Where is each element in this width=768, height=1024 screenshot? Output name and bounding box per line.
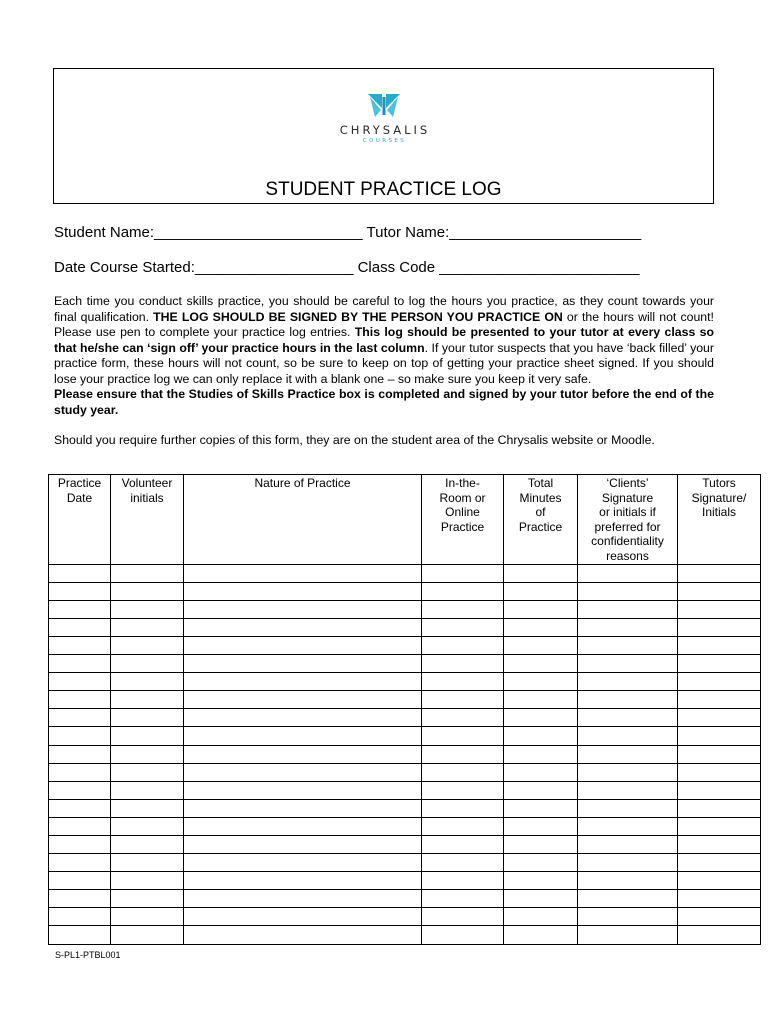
- entry-cell-nature-of-practice[interactable]: [184, 835, 422, 853]
- practice-log-table: [48, 474, 761, 945]
- table-row: [49, 618, 761, 636]
- entry-cell-room-or-online[interactable]: [422, 618, 504, 636]
- entry-cell-room-or-online[interactable]: [422, 908, 504, 926]
- table-row: [49, 673, 761, 691]
- entry-cell-nature-of-practice[interactable]: [184, 636, 422, 654]
- table-body: [49, 564, 761, 944]
- entry-cell-practice-date[interactable]: [49, 636, 111, 654]
- entry-cell-nature-of-practice[interactable]: [184, 655, 422, 673]
- entry-cell-tutors-signature[interactable]: [678, 600, 761, 618]
- logo: [54, 93, 713, 144]
- entry-cell-room-or-online[interactable]: [422, 709, 504, 727]
- entry-cell-practice-date[interactable]: [49, 745, 111, 763]
- table-row: [49, 781, 761, 799]
- entry-cell-practice-date[interactable]: [49, 582, 111, 600]
- entry-cell-tutors-signature[interactable]: [678, 799, 761, 817]
- table-row: [49, 908, 761, 926]
- entry-cell-tutors-signature[interactable]: [678, 781, 761, 799]
- entry-cell-clients-signature[interactable]: [578, 618, 678, 636]
- entry-cell-total-minutes[interactable]: [504, 709, 578, 727]
- entry-cell-volunteer-initials[interactable]: [111, 673, 184, 691]
- table-row: [49, 600, 761, 618]
- entry-cell-total-minutes[interactable]: [504, 908, 578, 926]
- entry-cell-total-minutes[interactable]: [504, 727, 578, 745]
- entry-cell-clients-signature[interactable]: [578, 817, 678, 835]
- entry-cell-nature-of-practice[interactable]: [184, 691, 422, 709]
- column-header-volunteer-initials: Volunteer initials: [111, 475, 184, 565]
- entry-cell-tutors-signature[interactable]: [678, 763, 761, 781]
- entry-cell-total-minutes[interactable]: [504, 854, 578, 872]
- entry-cell-practice-date[interactable]: [49, 872, 111, 890]
- entry-cell-volunteer-initials[interactable]: [111, 817, 184, 835]
- entry-cell-total-minutes[interactable]: [504, 799, 578, 817]
- entry-cell-room-or-online[interactable]: [422, 835, 504, 853]
- entry-cell-volunteer-initials[interactable]: [111, 691, 184, 709]
- entry-cell-nature-of-practice[interactable]: [184, 854, 422, 872]
- entry-cell-room-or-online[interactable]: [422, 799, 504, 817]
- entry-cell-tutors-signature[interactable]: [678, 835, 761, 853]
- entry-cell-practice-date[interactable]: [49, 890, 111, 908]
- entry-cell-volunteer-initials[interactable]: [111, 763, 184, 781]
- entry-cell-total-minutes[interactable]: [504, 618, 578, 636]
- entry-cell-nature-of-practice[interactable]: [184, 817, 422, 835]
- column-header-clients-signature: ‘Clients’ Signature or initials if preferred for confidentiality reasons: [578, 475, 678, 565]
- instructions-paragraph-1: [54, 294, 714, 387]
- entry-cell-tutors-signature[interactable]: [678, 673, 761, 691]
- entry-cell-nature-of-practice[interactable]: [184, 926, 422, 944]
- entry-cell-tutors-signature[interactable]: [678, 727, 761, 745]
- entry-cell-tutors-signature[interactable]: [678, 745, 761, 763]
- entry-cell-nature-of-practice[interactable]: [184, 872, 422, 890]
- instructions: [54, 294, 714, 449]
- form-title: STUDENT PRACTICE LOG: [265, 179, 502, 200]
- entry-cell-room-or-online[interactable]: [422, 872, 504, 890]
- entry-cell-total-minutes[interactable]: [504, 582, 578, 600]
- table-row: [49, 727, 761, 745]
- entry-cell-practice-date[interactable]: [49, 817, 111, 835]
- entry-cell-clients-signature[interactable]: [578, 673, 678, 691]
- entry-cell-clients-signature[interactable]: [578, 799, 678, 817]
- entry-cell-total-minutes[interactable]: [504, 655, 578, 673]
- header-box: [53, 68, 714, 204]
- entry-cell-total-minutes[interactable]: [504, 890, 578, 908]
- entry-cell-nature-of-practice[interactable]: [184, 727, 422, 745]
- entry-cell-clients-signature[interactable]: [578, 781, 678, 799]
- entry-cell-practice-date[interactable]: [49, 618, 111, 636]
- entry-cell-tutors-signature[interactable]: [678, 709, 761, 727]
- table-row: [49, 817, 761, 835]
- entry-cell-nature-of-practice[interactable]: [184, 600, 422, 618]
- entry-cell-tutors-signature[interactable]: [678, 582, 761, 600]
- entry-cell-practice-date[interactable]: [49, 763, 111, 781]
- entry-cell-clients-signature[interactable]: [578, 872, 678, 890]
- entry-cell-practice-date[interactable]: [49, 673, 111, 691]
- entry-cell-tutors-signature[interactable]: [678, 854, 761, 872]
- entry-cell-clients-signature[interactable]: [578, 926, 678, 944]
- entry-cell-clients-signature[interactable]: [578, 745, 678, 763]
- entry-cell-clients-signature[interactable]: [578, 854, 678, 872]
- entry-cell-practice-date[interactable]: [49, 600, 111, 618]
- entry-cell-volunteer-initials[interactable]: [111, 727, 184, 745]
- entry-cell-room-or-online[interactable]: [422, 636, 504, 654]
- entry-cell-total-minutes[interactable]: [504, 745, 578, 763]
- entry-cell-room-or-online[interactable]: [422, 691, 504, 709]
- entry-cell-room-or-online[interactable]: [422, 673, 504, 691]
- intro-emphasis-tutor: Please ensure that the Studies of Skills Practice box is completed and signed by your tutor before the end of the study year.: [54, 387, 714, 417]
- entry-cell-total-minutes[interactable]: [504, 673, 578, 691]
- column-header-room-or-online: In-the- Room or Online Practice: [422, 475, 504, 565]
- entry-cell-clients-signature[interactable]: [578, 727, 678, 745]
- entry-cell-volunteer-initials[interactable]: [111, 908, 184, 926]
- entry-cell-volunteer-initials[interactable]: [111, 890, 184, 908]
- entry-cell-volunteer-initials[interactable]: [111, 854, 184, 872]
- entry-cell-practice-date[interactable]: [49, 691, 111, 709]
- entry-cell-tutors-signature[interactable]: [678, 872, 761, 890]
- entry-cell-clients-signature[interactable]: [578, 564, 678, 582]
- entry-cell-practice-date[interactable]: [49, 854, 111, 872]
- entry-cell-total-minutes[interactable]: [504, 781, 578, 799]
- entry-cell-volunteer-initials[interactable]: [111, 564, 184, 582]
- entry-cell-room-or-online[interactable]: [422, 854, 504, 872]
- entry-cell-clients-signature[interactable]: [578, 600, 678, 618]
- entry-cell-volunteer-initials[interactable]: [111, 745, 184, 763]
- entry-cell-total-minutes[interactable]: [504, 872, 578, 890]
- entry-cell-volunteer-initials[interactable]: [111, 781, 184, 799]
- entry-cell-nature-of-practice[interactable]: [184, 618, 422, 636]
- entry-cell-volunteer-initials[interactable]: [111, 709, 184, 727]
- document-code: S-PL1-PTBL001: [55, 950, 121, 960]
- table-row: [49, 926, 761, 944]
- table-row: [49, 691, 761, 709]
- table-row: [49, 890, 761, 908]
- entry-cell-nature-of-practice[interactable]: [184, 763, 422, 781]
- entry-cell-clients-signature[interactable]: [578, 835, 678, 853]
- entry-cell-clients-signature[interactable]: [578, 890, 678, 908]
- entry-cell-tutors-signature[interactable]: [678, 908, 761, 926]
- student-tutor-name-line[interactable]: Student Name:_________________________ Tutor Name:_______________________: [54, 224, 642, 241]
- table-row: [49, 799, 761, 817]
- intro-text-e: . If your tutor suspects that you have ‘back filled’ your practice form, these hours will not count, so be sure to keep on top of getting your practice sheet signed. If you should lose your practice log we can only replace it with a blank one – so make sure you keep it very safe.: [54, 340, 714, 386]
- entry-cell-clients-signature[interactable]: [578, 582, 678, 600]
- entry-cell-total-minutes[interactable]: [504, 763, 578, 781]
- entry-cell-tutors-signature[interactable]: [678, 691, 761, 709]
- entry-cell-practice-date[interactable]: [49, 835, 111, 853]
- table-row: [49, 564, 761, 582]
- table-row: [49, 655, 761, 673]
- entry-cell-room-or-online[interactable]: [422, 600, 504, 618]
- intro-emphasis-present: This log should be presented to your tutor at every class so that he/she can ‘sign off’ your practice hours in the last column: [54, 325, 714, 355]
- entry-cell-nature-of-practice[interactable]: [184, 781, 422, 799]
- entry-cell-practice-date[interactable]: [49, 908, 111, 926]
- entry-cell-volunteer-initials[interactable]: [111, 618, 184, 636]
- entry-cell-nature-of-practice[interactable]: [184, 582, 422, 600]
- entry-cell-nature-of-practice[interactable]: [184, 745, 422, 763]
- column-header-practice-date: Practice Date: [49, 475, 111, 565]
- entry-cell-room-or-online[interactable]: [422, 817, 504, 835]
- butterfly-logo-icon: [367, 93, 401, 119]
- entry-cell-total-minutes[interactable]: [504, 926, 578, 944]
- intro-text-a: Each time you conduct skills practice, you should be careful to log the hours you practice, as they count towards your final qualification.: [54, 294, 714, 324]
- entry-cell-practice-date[interactable]: [49, 727, 111, 745]
- entry-cell-nature-of-practice[interactable]: [184, 890, 422, 908]
- entry-cell-room-or-online[interactable]: [422, 564, 504, 582]
- entry-cell-volunteer-initials[interactable]: [111, 636, 184, 654]
- entry-cell-clients-signature[interactable]: [578, 655, 678, 673]
- entry-cell-room-or-online[interactable]: [422, 926, 504, 944]
- table-row: [49, 872, 761, 890]
- entry-cell-room-or-online[interactable]: [422, 763, 504, 781]
- entry-cell-volunteer-initials[interactable]: [111, 799, 184, 817]
- entry-cell-volunteer-initials[interactable]: [111, 655, 184, 673]
- intro-emphasis-sign: THE LOG SHOULD BE SIGNED BY THE PERSON YOU PRACTICE ON: [153, 309, 563, 324]
- entry-cell-tutors-signature[interactable]: [678, 655, 761, 673]
- entry-cell-tutors-signature[interactable]: [678, 618, 761, 636]
- table-row: [49, 582, 761, 600]
- entry-cell-total-minutes[interactable]: [504, 636, 578, 654]
- entry-cell-total-minutes[interactable]: [504, 564, 578, 582]
- entry-cell-practice-date[interactable]: [49, 781, 111, 799]
- intro-text-c: or the hours will not count! Please use pen to complete your practice log entries.: [54, 309, 714, 339]
- entry-cell-nature-of-practice[interactable]: [184, 709, 422, 727]
- entry-cell-clients-signature[interactable]: [578, 763, 678, 781]
- entry-cell-room-or-online[interactable]: [422, 781, 504, 799]
- entry-cell-total-minutes[interactable]: [504, 817, 578, 835]
- entry-cell-practice-date[interactable]: [49, 564, 111, 582]
- table-row: [49, 854, 761, 872]
- column-header-total-minutes: Total Minutes of Practice: [504, 475, 578, 565]
- entry-cell-tutors-signature[interactable]: [678, 890, 761, 908]
- table-row: [49, 636, 761, 654]
- entry-cell-clients-signature[interactable]: [578, 908, 678, 926]
- entry-cell-volunteer-initials[interactable]: [111, 835, 184, 853]
- instructions-paragraph-3: Should you require further copies of this form, they are on the student area of the Chrysalis website or Moodle.: [54, 433, 655, 447]
- entry-cell-practice-date[interactable]: [49, 655, 111, 673]
- entry-cell-clients-signature[interactable]: [578, 636, 678, 654]
- logo-name: CHRYSALIS: [339, 123, 431, 137]
- logo-subtitle: COURSES: [362, 138, 407, 144]
- entry-cell-room-or-online[interactable]: [422, 745, 504, 763]
- entry-cell-total-minutes[interactable]: [504, 600, 578, 618]
- entry-cell-room-or-online[interactable]: [422, 890, 504, 908]
- entry-cell-room-or-online[interactable]: [422, 655, 504, 673]
- entry-cell-nature-of-practice[interactable]: [184, 908, 422, 926]
- table-row: [49, 709, 761, 727]
- entry-cell-clients-signature[interactable]: [578, 691, 678, 709]
- table-row: [49, 763, 761, 781]
- table-row: [49, 835, 761, 853]
- entry-cell-total-minutes[interactable]: [504, 835, 578, 853]
- entry-cell-tutors-signature[interactable]: [678, 564, 761, 582]
- entry-cell-nature-of-practice[interactable]: [184, 799, 422, 817]
- instructions-paragraph-2: [54, 387, 714, 418]
- entry-cell-practice-date[interactable]: [49, 799, 111, 817]
- entry-cell-volunteer-initials[interactable]: [111, 600, 184, 618]
- entry-cell-tutors-signature[interactable]: [678, 817, 761, 835]
- entry-cell-total-minutes[interactable]: [504, 691, 578, 709]
- entry-cell-clients-signature[interactable]: [578, 709, 678, 727]
- column-header-nature-of-practice: Nature of Practice: [184, 475, 422, 565]
- entry-cell-practice-date[interactable]: [49, 709, 111, 727]
- entry-cell-room-or-online[interactable]: [422, 727, 504, 745]
- entry-cell-nature-of-practice[interactable]: [184, 564, 422, 582]
- course-start-class-code-line[interactable]: Date Course Started:___________________ Class Code ________________________: [54, 259, 640, 276]
- entry-cell-practice-date[interactable]: [49, 926, 111, 944]
- entry-cell-volunteer-initials[interactable]: [111, 926, 184, 944]
- column-header-tutors-signature: Tutors Signature/ Initials: [678, 475, 761, 565]
- entry-cell-nature-of-practice[interactable]: [184, 673, 422, 691]
- entry-cell-tutors-signature[interactable]: [678, 636, 761, 654]
- table-header-row: [49, 475, 761, 565]
- entry-cell-volunteer-initials[interactable]: [111, 582, 184, 600]
- table-row: [49, 745, 761, 763]
- entry-cell-volunteer-initials[interactable]: [111, 872, 184, 890]
- entry-cell-room-or-online[interactable]: [422, 582, 504, 600]
- entry-cell-tutors-signature[interactable]: [678, 926, 761, 944]
